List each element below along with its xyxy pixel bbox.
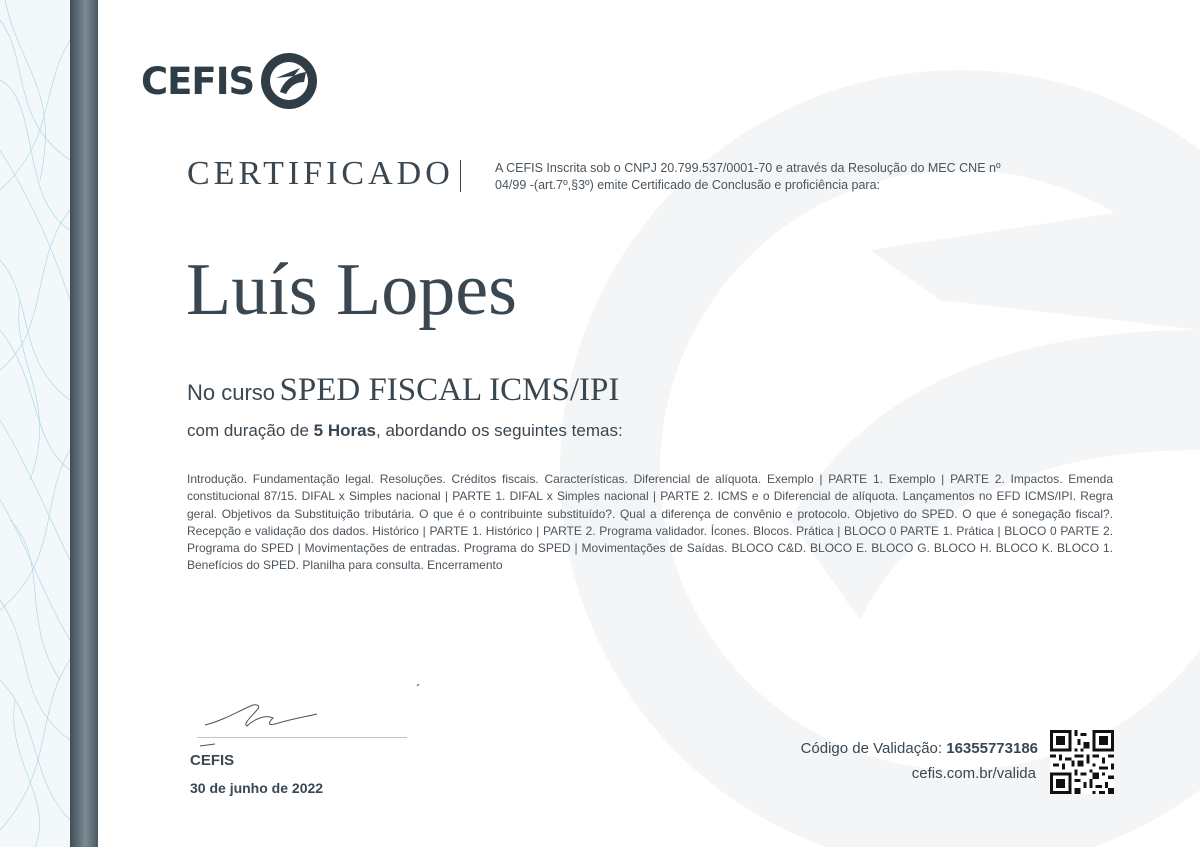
decorative-line-pattern — [0, 0, 70, 847]
recipient-name: Luís Lopes — [186, 249, 517, 331]
accent-bar — [70, 0, 98, 847]
signature-icon — [195, 680, 425, 750]
watermark-emblem — [540, 0, 1200, 847]
issuer-statement: A CEFIS Inscrita sob o CNPJ 20.799.537/0001-70 e através da Resolução do MEC CNE nº 04/99 -(art.7º,§3º) emite Certificado de Conclusão e proficiência para: — [495, 161, 1001, 192]
course-duration — [187, 421, 623, 441]
course-name: SPED FISCAL ICMS/IPI — [279, 372, 620, 408]
course-line — [187, 372, 619, 409]
duration-suffix: , abordando os seguintes temas: — [376, 421, 623, 440]
duration-value: 5 Horas — [313, 421, 377, 440]
course-topics: Introdução. Fundamentação legal. Resoluções. Créditos fiscais. Características. Diferencial de alíquota. Exemplo | PARTE 1. Exemplo | PARTE 2. Impactos. Emenda constitucional 87/15. DIFAL x Simples nacional | PARTE 1. DIFAL x Simples nacional | PARTE 2. ICMS e o Diferencial de alíquota. Lançamentos no EFD ICMS/IPI. Regra geral. Objetivos da Substituição tributária. O que é o contribuinte substituído?. Qual a diferença de convênio e protocolo. Objetivo do SPED. O que é sonegação fiscal?. Recepção e validação dos dados. Histórico | PARTE 1. Histórico | PARTE 2. Programa validador. Ícones. Blocos. Prática | BLOCO 0 PARTE 1. Prática | BLOCO 0 PARTE 2. Programa do SPED | Movimentações de entradas. Programa do SPED | Movimentações de Saídas. BLOCO C&D. BLOCO E. BLOCO G. BLOCO H. BLOCO K. BLOCO 1. Benefícios do SPED. Planilha para consulta. Encerramento — [187, 472, 1113, 573]
validation-url[interactable]: cefis.com.br/valida — [911, 765, 1036, 782]
cefis-emblem-icon — [260, 52, 318, 110]
heading-divider — [460, 160, 461, 192]
issue-date: 30 de junho de 2022 — [190, 780, 324, 796]
validation-number: 16355773186 — [946, 740, 1038, 757]
certificate-heading: CERTIFICADO — [187, 155, 454, 192]
logo-text: CEFIS — [141, 59, 255, 103]
validation-label: Código de Validação: — [800, 740, 943, 757]
signature-line — [197, 737, 407, 738]
course-prefix: No curso — [187, 380, 276, 405]
validation-code — [801, 740, 1038, 757]
qr-code-icon[interactable] — [1050, 730, 1114, 794]
signer-name: CEFIS — [190, 752, 235, 769]
duration-prefix: com duração de — [187, 421, 309, 440]
cefis-logo — [141, 52, 318, 110]
